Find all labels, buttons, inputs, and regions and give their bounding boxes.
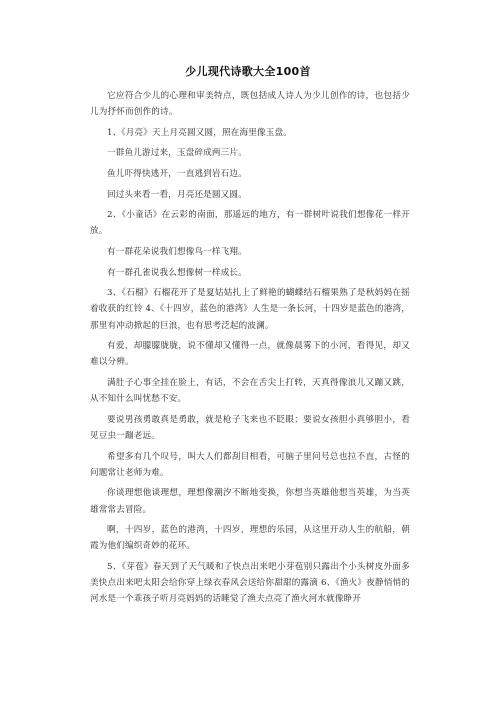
paragraph: 啊，十四岁，蓝色的港湾，十四岁，理想的乐园，从这里开动人生的航船，朝霞为他们编织奇妙的花环。 bbox=[90, 525, 410, 552]
paragraph: 有爱，却朦朦胧胧，说不懂却又懂得一点，就像晨雾下的小河，看得见，却又难以分辨。 bbox=[90, 341, 410, 368]
paragraph: 一群鱼儿游过来，玉盘碎成两三片。 bbox=[107, 148, 247, 159]
paragraph: 满肚子心事全挂在脸上，有话，不会在舌尖上打转，天真得像浪儿又蹦又跳，从不知什么叫忧愁不安。 bbox=[90, 377, 410, 405]
paragraph: 3、《石榴》石榴花开了是夏姑姑扎上了鲜艳的蝴蝶结石榴果熟了是秋妈妈在摇着收获的红铃 4、《十四岁，蓝色的港湾》人生是一条长河，十四岁是蓝色的港湾，那里有冲动掀起的巨浪，也有思考泛起的波澜。 bbox=[90, 288, 410, 331]
paragraph: 它应符合少儿的心理和审美特点，既包括成人诗人为少儿创作的诗，也包括少儿为抒怀而创作的诗。 bbox=[90, 91, 410, 118]
paragraph: 要说男孩勇敢真是勇敢，就是枪子飞来也不眨眼；要说女孩胆小真够胆小，看见豆虫一蹦老远。 bbox=[90, 414, 410, 441]
page-title: 少儿现代诗歌大全100首 bbox=[185, 65, 311, 78]
paragraph: 1、《月亮》天上月亮圆又圆，照在海里像玉盘。 bbox=[107, 127, 292, 138]
paragraph: 有一群花朵说我们想像鸟一样飞翔。 bbox=[107, 246, 247, 257]
paragraph: 有一群孔雀说我么想像树一样成长。 bbox=[107, 267, 247, 278]
paragraph: 你谈理想他谈理想，理想像潮汐不断地变换，你想当英雄他想当英雄，为当英雄常常去冒险。 bbox=[90, 488, 410, 515]
document-body bbox=[90, 88, 410, 612]
paragraph: 鱼儿吓得快逃开，一直逃到岩石边。 bbox=[107, 168, 247, 179]
paragraph: 5、《芽苞》春天到了天气暖和了快点出来吧小芽苞别只露出个小头树皮外面多美快点出来吧太阳会给你穿上绿衣春风会送给你甜甜的露滴 6、《渔火》夜静悄悄的河水是一个乖孩子听月亮妈妈的话睡觉了渔夫点亮了渔火河水就像睁开 bbox=[90, 561, 410, 605]
paragraph: 希望多有几个叹号，叫大人们都刮目相看，可脑子里问号总也拉不直，古怪的问题常让老师为难。 bbox=[90, 451, 410, 478]
paragraph: 回过头来看一看，月亮还是圆又圆。 bbox=[107, 189, 247, 200]
paragraph: 2、《小童话》在云彩的南面，那遥远的地方，有一群树叶说我们想像花一样开放。 bbox=[90, 210, 410, 237]
